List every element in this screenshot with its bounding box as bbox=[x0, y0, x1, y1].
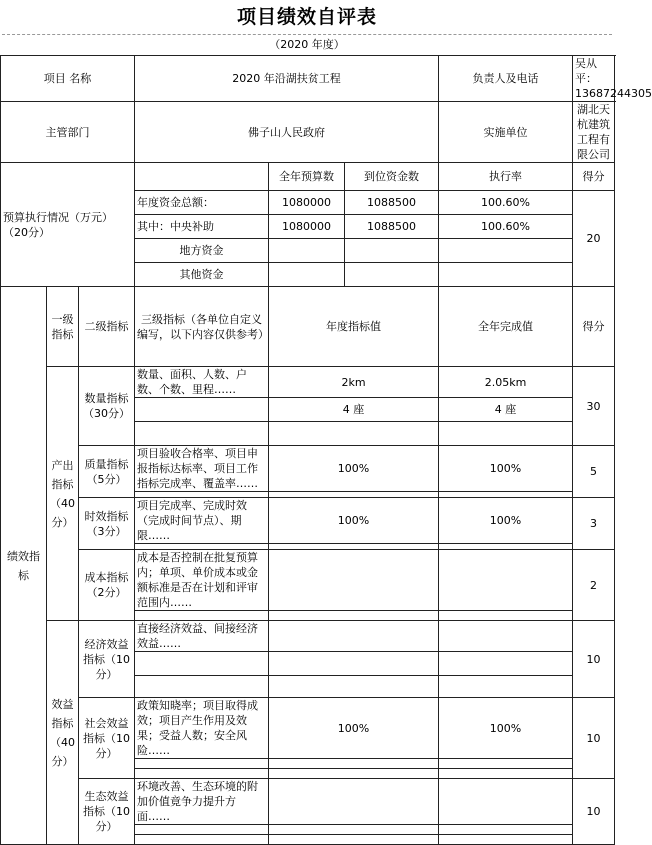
benefit-indicator-label: 效益指标（40分） bbox=[47, 621, 79, 845]
quantity-blank-target bbox=[269, 422, 439, 446]
time-indicator-label: 时效指标（3分） bbox=[79, 498, 135, 550]
economic-desc: 直接经济效益、间接经济效益…… bbox=[135, 621, 269, 652]
budget-row-total-label: 年度资金总额： bbox=[135, 191, 269, 215]
cost-score: 2 bbox=[573, 550, 615, 621]
budget-row-local-arrived bbox=[345, 239, 439, 263]
economic-target bbox=[269, 621, 439, 652]
ecological-blank-actual-1 bbox=[439, 825, 573, 835]
social-actual: 100% bbox=[439, 698, 573, 759]
quantity-score: 30 bbox=[573, 367, 615, 446]
ecological-blank-desc-1 bbox=[135, 825, 269, 835]
social-blank-actual-2 bbox=[439, 769, 573, 779]
output-indicator-label: 产出指标（40分） bbox=[47, 367, 79, 621]
perf-header-actual: 全年完成值 bbox=[439, 287, 573, 367]
quantity-indicator-label: 数量指标（30分） bbox=[79, 367, 135, 446]
impl-value: 湖北天杭建筑工程有限公司 bbox=[573, 102, 615, 163]
economic-blank-target-1 bbox=[269, 652, 439, 676]
ecological-target bbox=[269, 779, 439, 825]
budget-header-arrived: 到位资金数 bbox=[345, 163, 439, 191]
quantity-desc: 数量、面积、人数、户数、个数、里程…… bbox=[135, 367, 269, 398]
quality-target: 100% bbox=[269, 446, 439, 492]
ecological-actual bbox=[439, 779, 573, 825]
page-title: 项目绩效自评表 bbox=[236, 6, 377, 28]
budget-row-other-arrived bbox=[345, 263, 439, 287]
social-blank-desc-1 bbox=[135, 759, 269, 769]
performance-table bbox=[0, 55, 652, 845]
quantity-blank-actual bbox=[439, 422, 573, 446]
quality-indicator-label: 质量指标（5分） bbox=[79, 446, 135, 498]
perf-header-target: 年度指标值 bbox=[269, 287, 439, 367]
owner-value: 吴从平：13687244305 bbox=[573, 56, 615, 102]
time-desc: 项目完成率、完成时效（完成时间节点）、期限…… bbox=[135, 498, 269, 544]
economic-score: 10 bbox=[573, 621, 615, 698]
budget-row-total-arrived: 1088500 bbox=[345, 191, 439, 215]
budget-row-central-plan: 1080000 bbox=[269, 215, 345, 239]
budget-row-other-plan bbox=[269, 263, 345, 287]
perf-header-score: 得分 bbox=[573, 287, 615, 367]
budget-row-other-rate bbox=[439, 263, 573, 287]
social-blank-desc-2 bbox=[135, 769, 269, 779]
budget-header-blank bbox=[135, 163, 269, 191]
budget-row-local-rate bbox=[439, 239, 573, 263]
quantity-actual-1: 2.05km bbox=[439, 367, 573, 398]
time-actual: 100% bbox=[439, 498, 573, 544]
cost-blank-actual bbox=[439, 611, 573, 621]
budget-header-score: 得分 bbox=[573, 163, 615, 191]
report-year: （2020 年度） bbox=[269, 38, 345, 51]
budget-section-label: 预算执行情况（万元）（20分） bbox=[1, 163, 135, 287]
cost-actual bbox=[439, 550, 573, 611]
budget-row-total-rate: 100.60% bbox=[439, 191, 573, 215]
economic-blank-target-2 bbox=[269, 676, 439, 698]
perf-section-label: 绩效指标 bbox=[1, 287, 47, 845]
project-name-label: 项目 名称 bbox=[1, 56, 135, 102]
budget-row-central-rate: 100.60% bbox=[439, 215, 573, 239]
ecological-desc: 环境改善、生态环境的附加价值竟争力提升方面…… bbox=[135, 779, 269, 825]
cost-blank-desc bbox=[135, 611, 269, 621]
social-desc: 政策知晓率；项目取得成效；项目产生作用及效果；受益人数；安全风险…… bbox=[135, 698, 269, 759]
quality-score: 5 bbox=[573, 446, 615, 498]
economic-blank-actual-2 bbox=[439, 676, 573, 698]
quantity-actual-2: 4 座 bbox=[439, 398, 573, 422]
social-indicator-label: 社会效益指标（10分） bbox=[79, 698, 135, 779]
budget-score: 20 bbox=[573, 191, 615, 287]
quantity-desc-blank bbox=[135, 398, 269, 422]
budget-row-local-plan bbox=[269, 239, 345, 263]
budget-row-central-label: 其中：中央补助 bbox=[135, 215, 269, 239]
budget-row-central-arrived: 1088500 bbox=[345, 215, 439, 239]
ecological-blank-desc-2 bbox=[135, 835, 269, 845]
ecological-indicator-label: 生态效益指标（10分） bbox=[79, 779, 135, 845]
quality-desc: 项目验收合格率、项目申报指标达标率、项目工作指标完成率、覆盖率…… bbox=[135, 446, 269, 492]
social-target: 100% bbox=[269, 698, 439, 759]
economic-actual bbox=[439, 621, 573, 652]
cost-desc: 成本是否控制在批复预算内；单项、单价成本或金额标准是否在计划和评审范围内…… bbox=[135, 550, 269, 611]
cost-blank-target bbox=[269, 611, 439, 621]
social-blank-target-2 bbox=[269, 769, 439, 779]
ecological-blank-target-1 bbox=[269, 825, 439, 835]
budget-row-local-label: 地方资金 bbox=[135, 239, 269, 263]
perf-header-level1: 一级指标 bbox=[47, 287, 79, 367]
owner-label: 负责人及电话 bbox=[439, 56, 573, 102]
quantity-target-2: 4 座 bbox=[269, 398, 439, 422]
budget-row-other-label: 其他资金 bbox=[135, 263, 269, 287]
perf-header-level3: 三级指标（各单位自定义编写，以下内容仅供参考） bbox=[135, 287, 269, 367]
quantity-target-1: 2km bbox=[269, 367, 439, 398]
economic-blank-desc-1 bbox=[135, 652, 269, 676]
cost-indicator-label: 成本指标（2分） bbox=[79, 550, 135, 621]
dept-value: 佛子山人民政府 bbox=[135, 102, 439, 163]
budget-header-plan: 全年预算数 bbox=[269, 163, 345, 191]
dept-label: 主管部门 bbox=[1, 102, 135, 163]
impl-label: 实施单位 bbox=[439, 102, 573, 163]
ecological-blank-target-2 bbox=[269, 835, 439, 845]
economic-blank-actual-1 bbox=[439, 652, 573, 676]
social-blank-target-1 bbox=[269, 759, 439, 769]
social-score: 10 bbox=[573, 698, 615, 779]
cost-target bbox=[269, 550, 439, 611]
quantity-blank-desc bbox=[135, 422, 269, 446]
ecological-blank-actual-2 bbox=[439, 835, 573, 845]
project-name-value: 2020 年沿湖扶贫工程 bbox=[135, 56, 439, 102]
economic-indicator-label: 经济效益指标（10分） bbox=[79, 621, 135, 698]
economic-blank-desc-2 bbox=[135, 676, 269, 698]
budget-header-rate: 执行率 bbox=[439, 163, 573, 191]
budget-row-total-plan: 1080000 bbox=[269, 191, 345, 215]
time-score: 3 bbox=[573, 498, 615, 550]
social-blank-actual-1 bbox=[439, 759, 573, 769]
perf-header-level2: 二级指标 bbox=[79, 287, 135, 367]
ecological-score: 10 bbox=[573, 779, 615, 845]
time-target: 100% bbox=[269, 498, 439, 544]
quality-actual: 100% bbox=[439, 446, 573, 492]
